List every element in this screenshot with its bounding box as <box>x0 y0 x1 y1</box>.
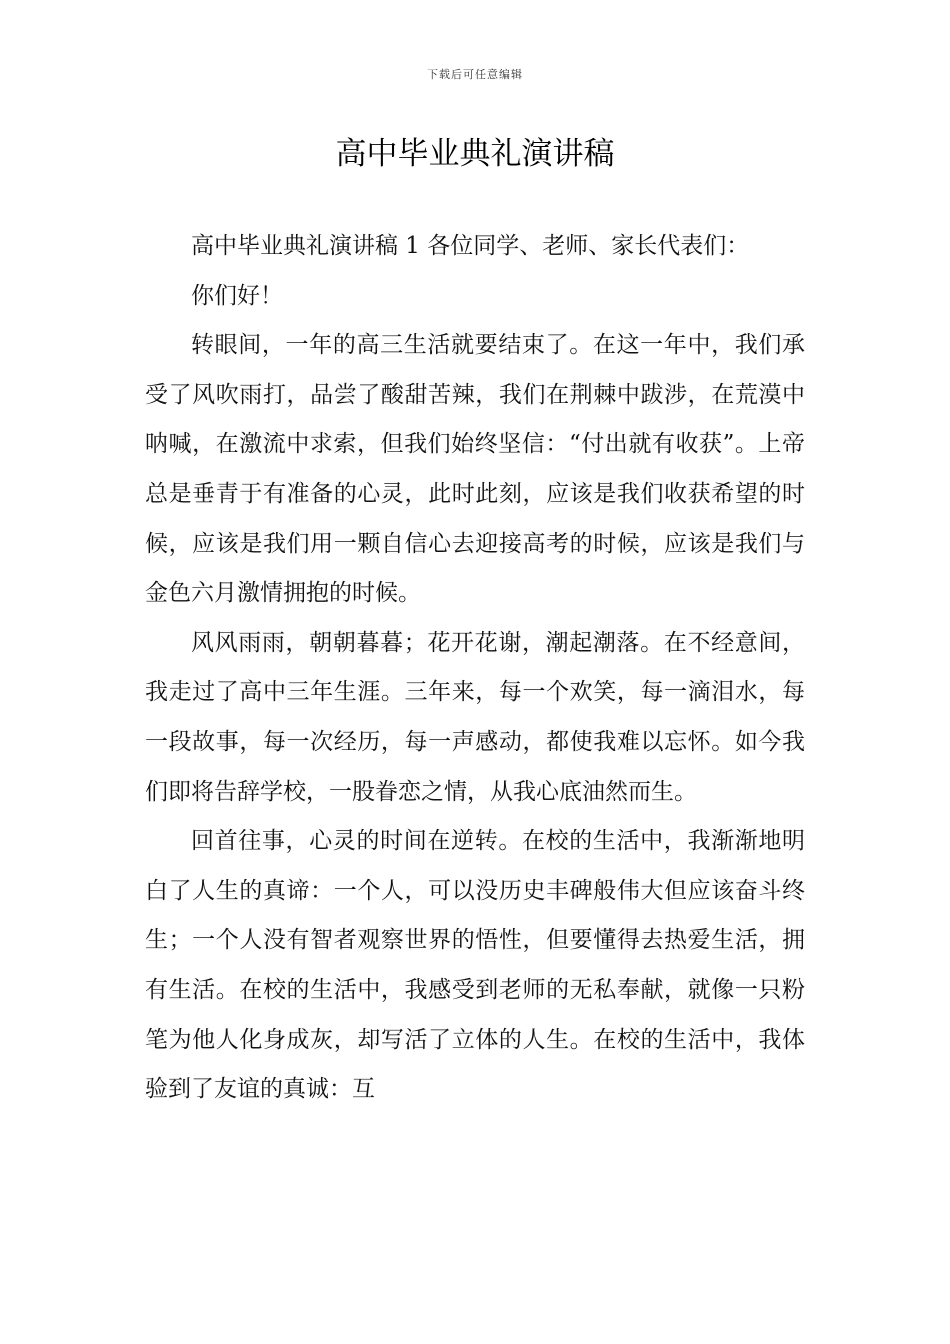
paragraph-looking-back: 回首往事，心灵的时间在逆转。在校的生活中，我渐渐地明白了人生的真谛：一个人，可以没历史丰碑般伟大但应该奋斗终生；一个人没有智者观察世界的悟性，但要懂得去热爱生活，拥有生活。在校的生活中，我感受到老师的无私奉献，就像一只粉笔为他人化身成灰，却写活了立体的人生。在校的生活中，我体验到了友谊的真诚：互 <box>145 828 805 1103</box>
document-body <box>145 222 805 1115</box>
document-title: 高中毕业典礼演讲稿 <box>335 136 615 172</box>
paragraph-senior-year: 转眼间，一年的高三生活就要结束了。在这一年中，我们承受了风吹雨打，品尝了酸甜苦辣，我们在荆棘中跋涉，在荒漠中呐喊，在激流中求索，但我们始终坚信：“付出就有收获”。上帝总是垂青于有准备的心灵，此时此刻，应该是我们收获希望的时候，应该是我们用一颗自信心去迎接高考的时候，应该是我们与金色六月激情拥抱的时候。 <box>145 332 805 607</box>
paragraph-hello: 你们好！ <box>191 282 283 309</box>
paragraph-greeting: 高中毕业典礼演讲稿 1 各位同学、老师、家长代表们： <box>191 233 750 259</box>
paragraph-three-years: 风风雨雨，朝朝暮暮；花开花谢，潮起潮落。在不经意间，我走过了高中三年生涯。三年来，每一个欢笑，每一滴泪水，每一段故事，每一次经历，每一声感动，都使我难以忘怀。如今我们即将告辞学校，一股眷恋之情，从我心底油然而生。 <box>145 629 805 805</box>
header-note: 下载后可任意编辑 <box>427 68 523 81</box>
